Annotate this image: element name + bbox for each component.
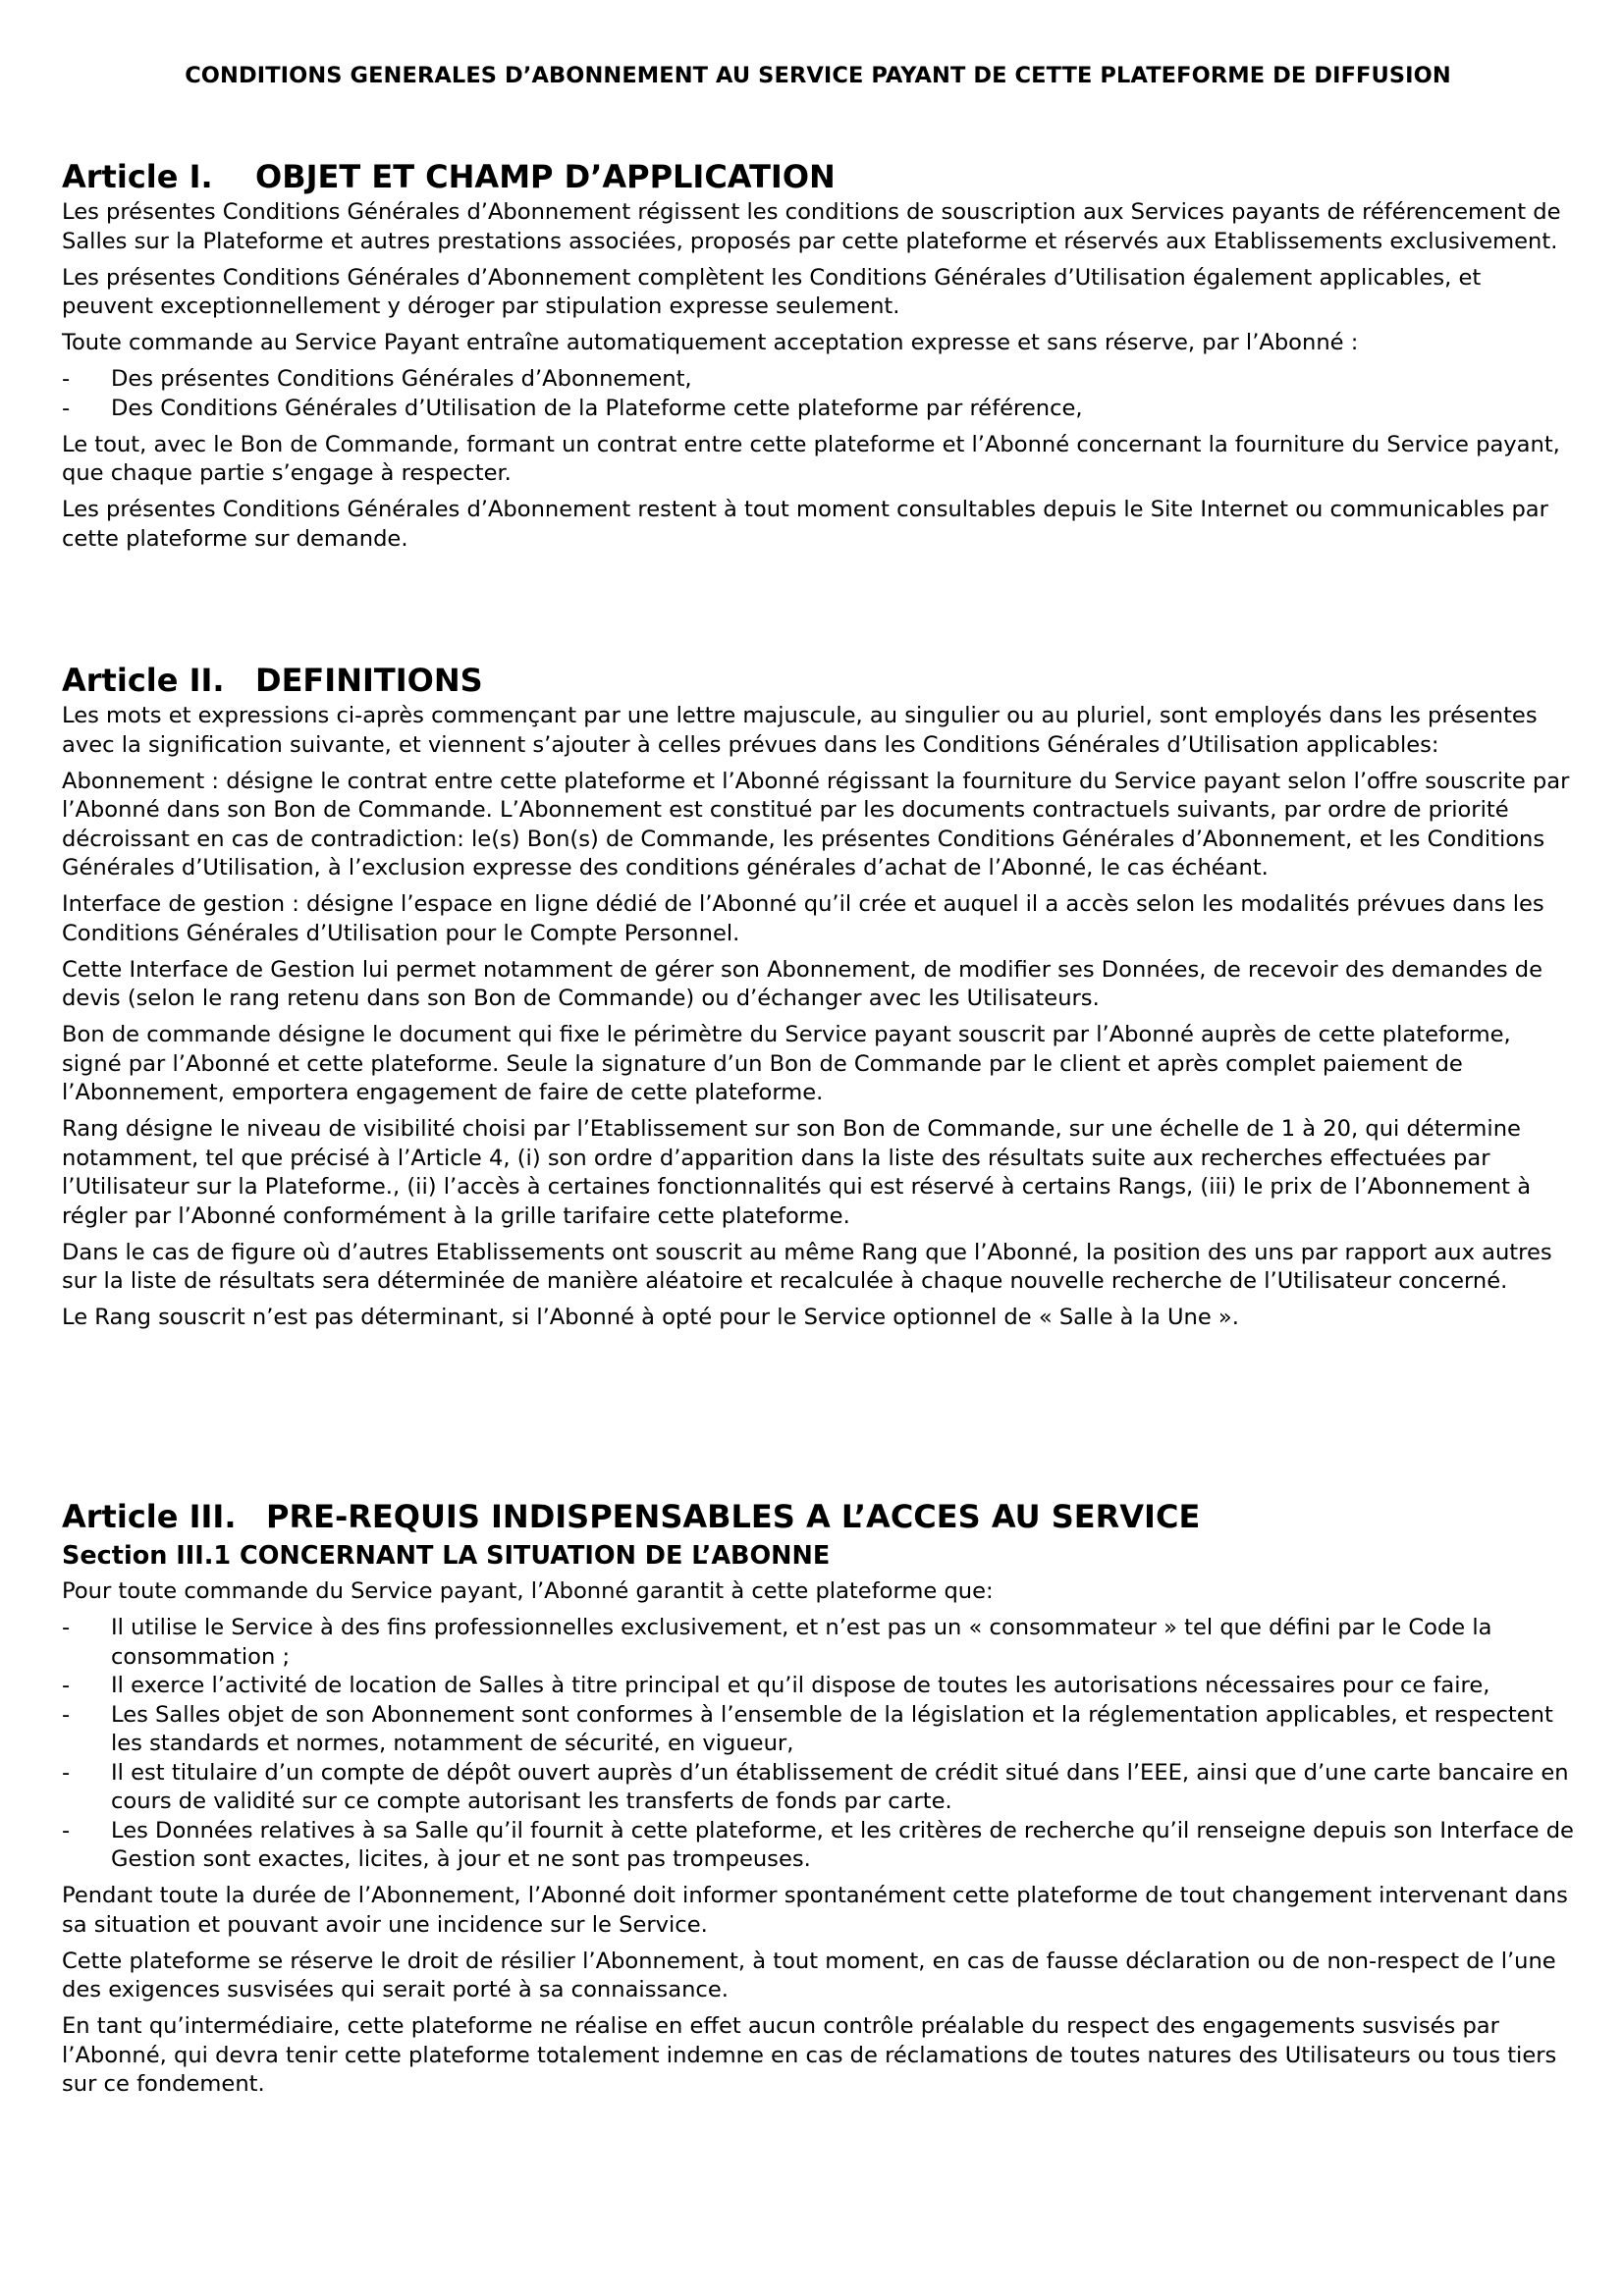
article-1-number: Article I. <box>62 158 213 195</box>
section-3-1-paragraph: Pendant toute la durée de l’Abonnement, l’Abonné doit informer spontanément cette plateforme de tout changement intervenant dans sa situation et pouvant avoir une incidence sur le Service. <box>62 1883 1568 1938</box>
section-3-1-list <box>62 1614 1574 1875</box>
list-item: - Les Salles objet de son Abonnement sont conformes à l’ensemble de la législation et la réglementation applicables, et respectent les standards et normes, notamment de sécurité, en vigueur, <box>62 1701 1553 1756</box>
article-3-heading <box>62 1497 1574 1536</box>
section-3-1-paragraph: En tant qu’intermédiaire, cette plateforme ne réalise en effet aucun contrôle préalable du respect des engagements susvisés par l’Abonné, qui devra tenir cette plateforme totalement indemne en cas de réclamations de toutes natures des Utilisateurs ou tous tiers sur ce fondement. <box>62 2013 1557 2097</box>
section-3-1-heading: Section III.1 CONCERNANT LA SITUATION DE L’ABONNE <box>62 1541 831 1571</box>
article-1 <box>62 157 1574 561</box>
article-2-title: DEFINITIONS <box>255 662 483 699</box>
list-item: - Il exerce l’activité de location de Salles à titre principal et qu’il dispose de toutes les autorisations nécessaires pour ce faire, <box>62 1672 1574 1701</box>
article-3-number: Article III. <box>62 1498 237 1535</box>
article-2-paragraph: Dans le cas de figure où d’autres Etablissements ont souscrit au même Rang que l’Abonné, la position des uns par rapport aux autres sur la liste de résultats sera déterminée de manière aléatoire et recalculée à chaque nouvelle recherche de l’Utilisateur concerné. <box>62 1239 1552 1294</box>
dash-bullet-icon: - <box>62 1615 71 1640</box>
article-1-paragraph: Les présentes Conditions Générales d’Abonnement régissent les conditions de souscription aux Services payants de référencement de Salles sur la Plateforme et autres prestations associées, proposés par cette plateforme et réservés aux Etablissements exclusivement. <box>62 199 1561 254</box>
article-1-list <box>62 365 1574 423</box>
article-2-paragraph: Le Rang souscrit n’est pas déterminant, si l’Abonné à opté pour le Service optionnel de « Salle à la Une ». <box>62 1305 1239 1330</box>
list-item: - Les Données relatives à sa Salle qu’il fournit à cette plateforme, et les critères de recherche qu’il renseigne depuis son Interface de Gestion sont exactes, licites, à jour et ne sont pas trompeuses. <box>62 1817 1574 1872</box>
section-3-1-paragraph: Cette plateforme se réserve le droit de résilier l’Abonnement, à tout moment, en cas de fausse déclaration ou de non-respect de l’une des exigences susvisées qui serait porté à sa connaissance. <box>62 1948 1556 2002</box>
dash-bullet-icon: - <box>62 395 71 421</box>
dash-bullet-icon: - <box>62 1759 71 1786</box>
article-3 <box>62 1497 1574 2107</box>
definition-interface-de-gestion: Interface de gestion : désigne l’espace en ligne dédié de l’Abonné qu’il crée et auquel il a accès selon les modalités prévues dans les Conditions Générales d’Utilisation pour le Compte Personnel. <box>62 891 1544 946</box>
list-item: - Des Conditions Générales d’Utilisation de la Plateforme cette plateforme par référence, <box>62 395 1574 424</box>
article-1-paragraph: Le tout, avec le Bon de Commande, formant un contrat entre cette plateforme et l’Abonné concernant la fourniture du Service payant, que chaque partie s’engage à respecter. <box>62 431 1560 486</box>
article-2-paragraph: Les mots et expressions ci-après commençant par une lettre majuscule, au singulier ou au pluriel, sont employés dans les présentes avec la signification suivante, et viennent s’ajouter à celles prévues dans les Conditions Générales d’Utilisation applicables: <box>62 703 1538 758</box>
article-1-paragraph: Toute commande au Service Payant entraîne automatiquement acceptation expresse et sans réserve, par l’Abonné : <box>62 330 1359 355</box>
list-item: - Il utilise le Service à des fins professionnelles exclusivement, et n’est pas un « consommateur » tel que défini par le Code la consommation ; <box>62 1615 1492 1670</box>
list-item: - Il est titulaire d’un compte de dépôt ouvert auprès d’un établissement de crédit situé dans l’EEE, ainsi que d’une carte bancaire en cours de validité sur ce compte autorisant les transferts de fonds par carte. <box>62 1759 1569 1814</box>
dash-bullet-icon: - <box>62 1673 71 1698</box>
definition-bon-de-commande: Bon de commande désigne le document qui fixe le périmètre du Service payant souscrit par l’Abonné auprès de cette plateforme, signé par l’Abonné et cette plateforme. Seule la signature d’un Bon de Commande par le client et après complet paiement de l’Abonnement, emportera engagement de faire de cette plateforme. <box>62 1022 1511 1105</box>
dash-bullet-icon: - <box>62 1701 71 1728</box>
definition-rang: Rang désigne le niveau de visibilité choisi par l’Etablissement sur son Bon de Commande, sur une échelle de 1 à 20, qui détermine notamment, tel que précisé à l’Article 4, (i) son ordre d’apparition dans la liste des résultats suite aux recherches effectuées par l’Utilisateur sur la Plateforme., (ii) l’accès à certaines fonctionnalités qui est réservé à certains Rangs, (iii) le prix de l’Abonnement à régler par l’Abonné conformément à la grille tarifaire cette plateforme. <box>62 1116 1532 1229</box>
article-1-heading <box>62 157 1574 196</box>
article-1-paragraph: Les présentes Conditions Générales d’Abonnement restent à tout moment consultables depuis le Site Internet ou communicables par cette plateforme sur demande. <box>62 497 1548 552</box>
article-2-number: Article II. <box>62 662 225 699</box>
article-1-title: OBJET ET CHAMP D’APPLICATION <box>255 158 836 195</box>
article-1-paragraph: Les présentes Conditions Générales d’Abonnement complètent les Conditions Générales d’Utilisation également applicables, et peuvent exceptionnellement y déroger par stipulation expresse seulement. <box>62 264 1482 319</box>
list-item: - Des présentes Conditions Générales d’Abonnement, <box>62 365 1574 395</box>
document-title: CONDITIONS GENERALES D’ABONNEMENT AU SERVICE PAYANT DE CETTE PLATEFORME DE DIFFUSION <box>185 63 1451 88</box>
article-2-paragraph: Cette Interface de Gestion lui permet notamment de gérer son Abonnement, de modifier ses Données, de recevoir des demandes de devis (selon le rang retenu dans son Bon de Commande) ou d’échanger avec les Utilisateurs. <box>62 956 1543 1011</box>
article-2-heading <box>62 661 1574 700</box>
dash-bullet-icon: - <box>62 366 71 392</box>
article-3-title: PRE-REQUIS INDISPENSABLES A L’ACCES AU SERVICE <box>266 1498 1201 1535</box>
article-2 <box>62 661 1574 1340</box>
definition-abonnement: Abonnement : désigne le contrat entre cette plateforme et l’Abonné régissant la fourniture du Service payant selon l’offre souscrite par l’Abonné dans son Bon de Commande. L’Abonnement est constitué par les documents contractuels suivants, par ordre de priorité décroissant en cas de contradiction: le(s) Bon(s) de Commande, les présentes Conditions Générales d’Abonnement, et les Conditions Générales d’Utilisation, à l’exclusion expresse des conditions générales d’achat de l’Abonné, le cas échéant. <box>62 768 1570 881</box>
section-3-1-paragraph: Pour toute commande du Service payant, l’Abonné garantit à cette plateforme que: <box>62 1578 994 1604</box>
dash-bullet-icon: - <box>62 1817 71 1843</box>
